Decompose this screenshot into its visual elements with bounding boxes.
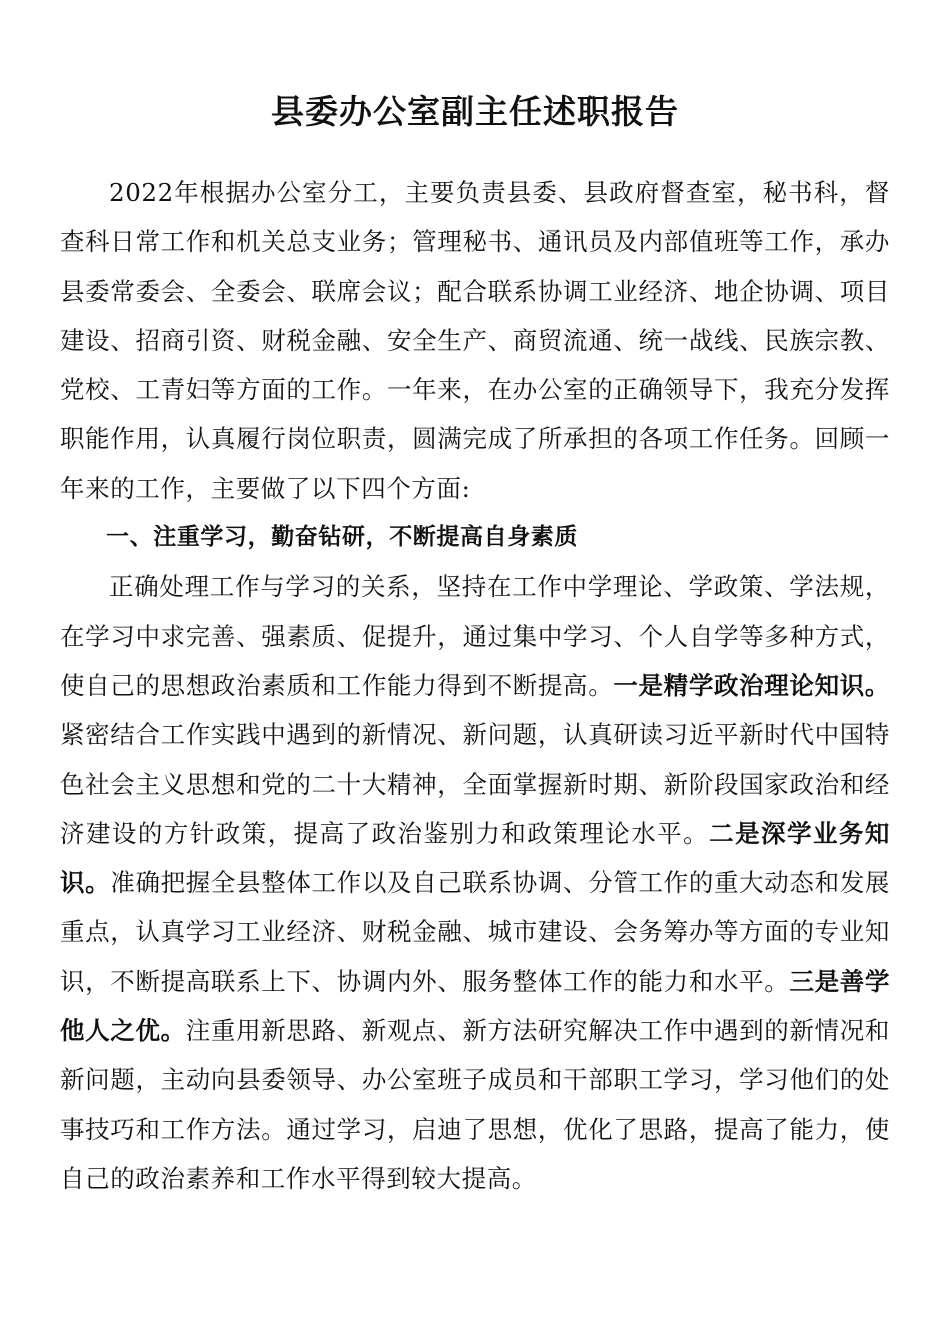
document-body bbox=[60, 168, 890, 1203]
emphasis-point-three: 三是善学他人之优。 bbox=[60, 966, 890, 1046]
point-three-text: 注重用新思路、新观点、新方法研究解决工作中遇到的新情况和新问题，主动向县委领导、办公室班子成员和干部职工学习，学习他们的处事技巧和工作方法。通过学习，启迪了思想，优化了思路，提高了能力，使自己的政治素养和工作水平得到较大提高。 bbox=[60, 1016, 890, 1193]
section-heading: 一、注重学习，勤奋钻研，不断提高自身素质 bbox=[106, 524, 578, 551]
emphasis-point-two: 二是深学业务知识。 bbox=[60, 818, 890, 898]
intro-paragraph: 2022年根据办公室分工，主要负责县委、县政府督查室，秘书科，督查科日常工作和机关总支业务；管理秘书、通讯员及内部值班等工作，承办县委常委会、全委会、联席会议；配合联系协调工业经济、地企协调、项目建设、招商引资、财税金融、安全生产、商贸流通、统一战线、民族宗教、党校、工青妇等方面的工作。一年来，在办公室的正确领导下，我充分发挥职能作用，认真履行岗位职责，圆满完成了所承担的各项工作任务。回顾一年来的工作，主要做了以下四个方面: bbox=[60, 178, 890, 503]
emphasis-point-one: 一是精学政治理论知识。 bbox=[613, 670, 890, 700]
point-one-text: 紧密结合工作实践中遇到的新情况、新问题，认真研读习近平新时代中国特色社会主义思想和党的二十大精神，全面掌握新时期、新阶段国家政治和经济建设的方针政策，提高了政治鉴别力和政策理论水平。 bbox=[60, 720, 890, 848]
document-title: 县委办公室副主任述职报告 bbox=[271, 92, 679, 131]
point-two-text: 准确把握全县整体工作以及自己联系协调、分管工作的重大动态和发展重点，认真学习工业经济、财税金融、城市建设、会务筹办等方面的专业知识，不断提高联系上下、协调内外、服务整体工作的能力和水平。 bbox=[60, 868, 890, 996]
section-paragraph bbox=[60, 562, 890, 1203]
paragraph-lead-text: 正确处理工作与学习的关系，坚持在工作中学理论、学政策、学法规，在学习中求完善、强素质、促提升，通过集中学习、个人自学等多种方式，使自己的思想政治素质和工作能力得到不断提高。 bbox=[60, 572, 890, 700]
